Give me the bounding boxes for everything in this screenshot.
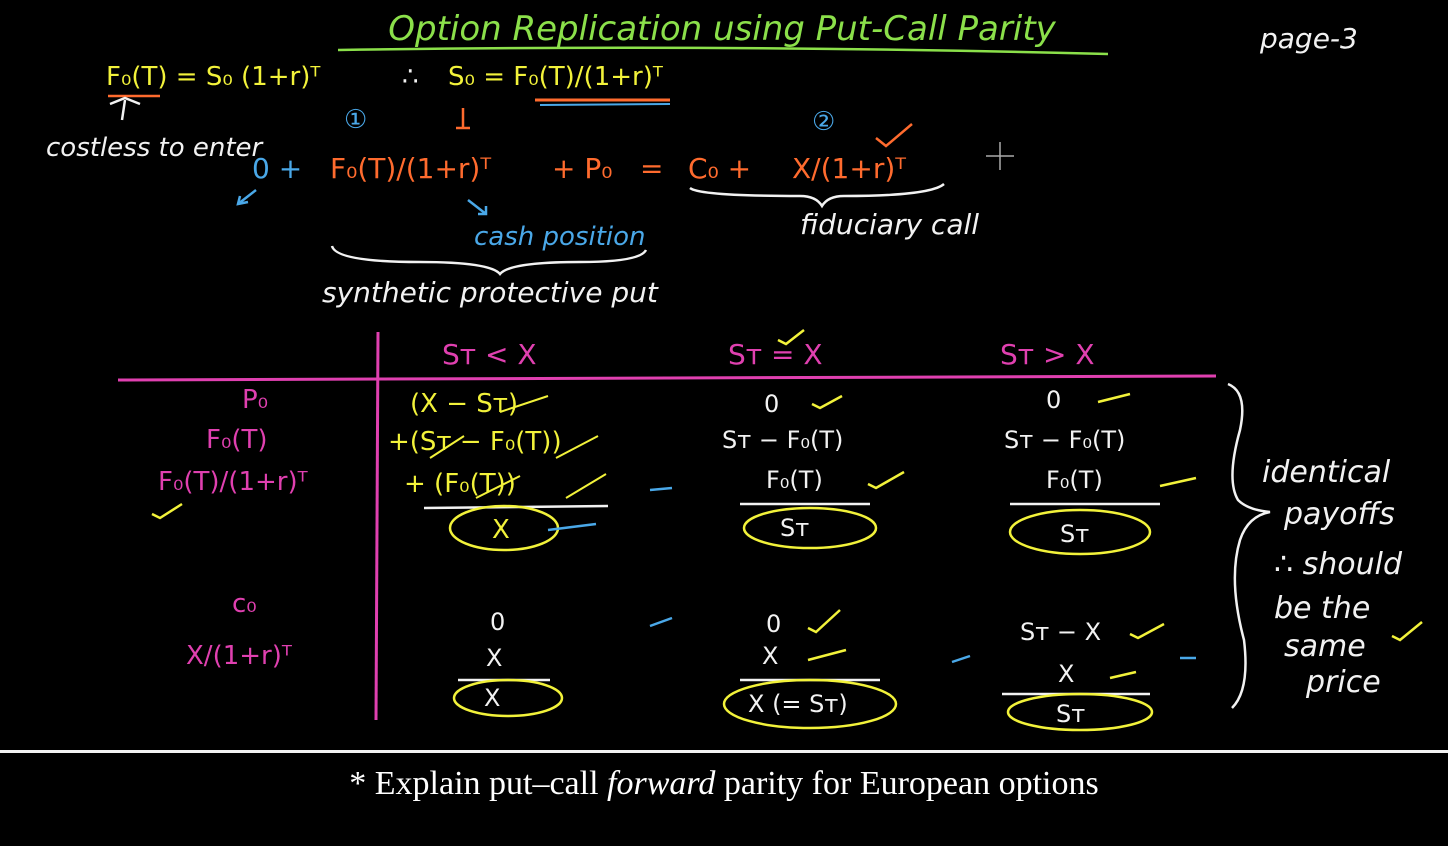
c3-bottom-total: Sᴛ — [1056, 700, 1086, 728]
zero-plus: 0 + — [252, 152, 303, 185]
c3-total: Sᴛ — [1060, 520, 1090, 548]
forward-price-equation: F₀(T) = S₀ (1+r)ᵀ — [106, 62, 321, 92]
cursor-crosshair — [986, 142, 1014, 170]
conclusion-brace — [1228, 384, 1270, 708]
title: Option Replication using Put-Call Parity — [388, 9, 1056, 49]
c3-strike-payoff: X — [1058, 660, 1075, 688]
spot-underline-blue — [540, 104, 670, 105]
c2-check2 — [868, 472, 904, 488]
c1-dash — [548, 488, 672, 530]
equals-sign: = — [640, 152, 664, 185]
discounted-strike-term: X/(1+r)ᵀ — [792, 152, 907, 185]
marker-two: ② — [812, 107, 836, 137]
conclusion-line-2: payoffs — [1284, 497, 1395, 532]
row-label-call: c₀ — [232, 589, 257, 619]
table-horizontal-line — [118, 376, 1216, 380]
conclusion-text — [1262, 455, 1412, 700]
spot-price-equation: S₀ = F₀(T)/(1+r)ᵀ — [448, 62, 663, 92]
c2-cash-payoff: F₀(T) — [766, 466, 823, 494]
c3-call-payoff: Sᴛ − X — [1020, 618, 1102, 646]
c2-bottom-total: X (= Sᴛ) — [748, 690, 848, 718]
c3-check1 — [1098, 394, 1130, 402]
c2-check1 — [812, 396, 842, 408]
c3-bottom-dash-yellow — [1110, 672, 1136, 678]
c1-forward-payoff: +(Sᴛ − F₀(T)) — [388, 427, 562, 457]
c1-strike-payoff: X — [486, 644, 503, 672]
row-check — [152, 504, 182, 518]
check-mark-orange — [876, 124, 912, 146]
conclusion-line-3: ∴ should — [1274, 547, 1403, 582]
header-st-greater-x: Sᴛ > X — [1000, 338, 1095, 371]
call-premium-term: C₀ + — [688, 152, 752, 185]
discounted-forward-term: F₀(T)/(1+r)ᵀ — [330, 152, 492, 185]
row-label-forward: F₀(T) — [206, 425, 268, 455]
c2-total: Sᴛ — [780, 514, 810, 542]
conclusion-line-1: identical — [1262, 455, 1391, 490]
conclusion-check — [1392, 622, 1422, 640]
c2-bottom-checks — [808, 610, 846, 660]
spot-arrow — [456, 108, 470, 128]
c2-bottom-dash — [952, 656, 970, 662]
row-label-discounted-strike: X/(1+r)ᵀ — [186, 641, 292, 671]
caption-suffix: parity for European options — [715, 765, 1099, 802]
conclusion-line-5: same — [1284, 629, 1366, 664]
header-st-equal-x: Sᴛ = X — [728, 338, 823, 371]
c1-total: X — [492, 515, 510, 545]
marker-one: ① — [344, 105, 368, 135]
c1-bottom-circle — [454, 680, 562, 716]
caption-bar — [0, 750, 1448, 846]
header-st-less-x: Sᴛ < X — [442, 338, 537, 371]
c1-bottom-total: X — [484, 684, 501, 712]
therefore-symbol: ∴ — [402, 62, 419, 92]
c1-call-payoff: 0 — [490, 608, 506, 636]
c3-put-payoff: 0 — [1046, 386, 1062, 414]
fiduciary-call-label: fiduciary call — [800, 208, 980, 241]
caption-prefix: * Explain put–call — [349, 765, 608, 802]
c3-bottom-check — [1130, 624, 1164, 638]
c1-cash-payoff: + (F₀(T)) — [404, 469, 516, 499]
caption-emphasis: forward — [607, 765, 716, 802]
caption — [0, 765, 1448, 803]
table-vertical-line — [376, 332, 378, 720]
cash-arrow — [468, 200, 486, 214]
c1-bottom-dash — [650, 618, 672, 626]
conclusion-line-4: be the — [1274, 591, 1371, 626]
c3-cash-payoff: F₀(T) — [1046, 466, 1103, 494]
note-arrow — [238, 190, 256, 204]
c3-forward-payoff: Sᴛ − F₀(T) — [1004, 426, 1126, 454]
synthetic-protective-put-label: synthetic protective put — [322, 276, 658, 309]
c3-check2 — [1160, 478, 1196, 486]
note-costless — [46, 133, 265, 163]
page-label: page-3 — [1260, 22, 1358, 55]
c2-put-payoff: 0 — [764, 390, 780, 418]
c1-put-payoff: (X − Sᴛ) — [410, 389, 519, 419]
conclusion-line-6: price — [1306, 665, 1381, 700]
c2-call-payoff: 0 — [766, 610, 782, 638]
row-label-discounted-forward: F₀(T)/(1+r)ᵀ — [158, 467, 308, 497]
c2-forward-payoff: Sᴛ − F₀(T) — [722, 426, 844, 454]
arrow-up-note — [110, 98, 140, 120]
note-costless-text: costless to enter — [46, 133, 263, 163]
c2-strike-payoff: X — [762, 642, 779, 670]
row-label-put: P₀ — [242, 385, 269, 415]
c2-total-circle — [744, 508, 876, 548]
fiduciary-brace — [690, 184, 944, 206]
put-premium-term: + P₀ — [552, 152, 613, 185]
cash-position-label: cash position — [474, 222, 646, 252]
